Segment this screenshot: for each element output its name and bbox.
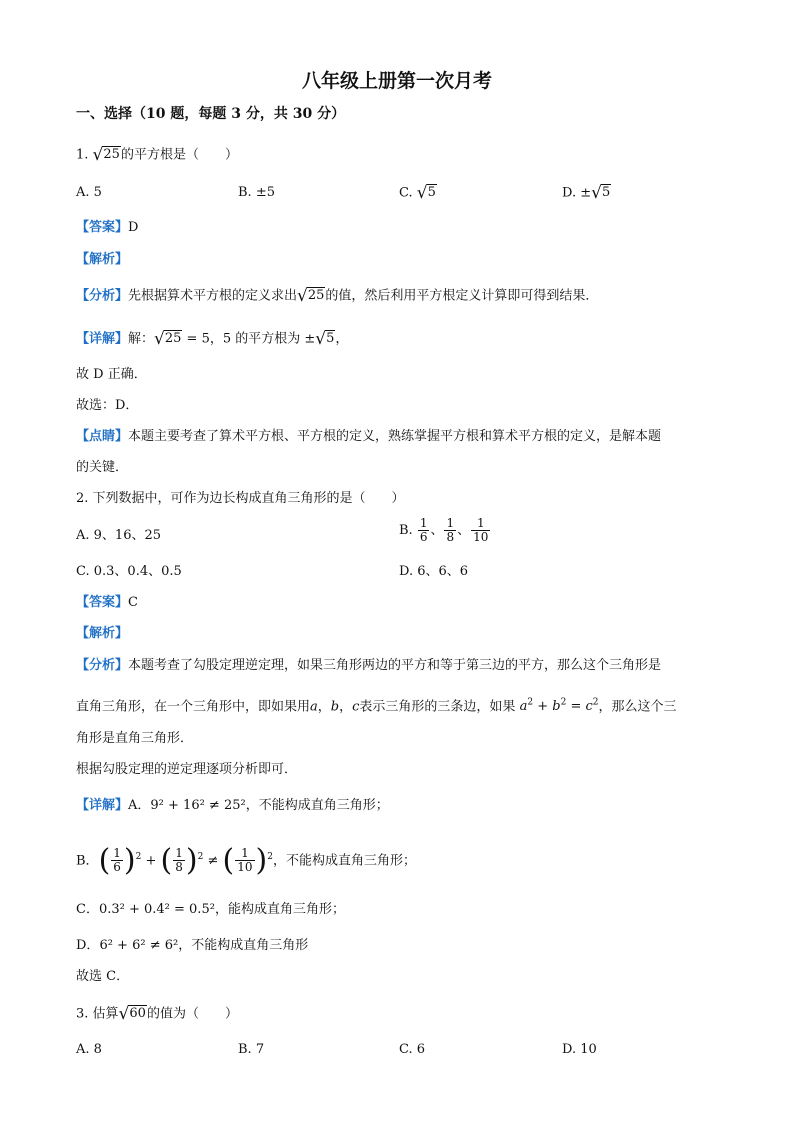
q3-option-d: D. 10 bbox=[562, 1042, 597, 1057]
q2-fenxi-4: 根据勾股定理的逆定理逐项分析即可． bbox=[76, 762, 298, 777]
q2-option-d: D. 6、6、6 bbox=[399, 564, 469, 579]
q1-line-a: 故 D 正确． bbox=[76, 367, 147, 382]
q1-option-a: A. 5 bbox=[76, 185, 102, 200]
q1-option-d: D. ±√5 bbox=[562, 183, 611, 203]
q3-option-c: C. 6 bbox=[399, 1042, 426, 1057]
sqrt-60: √60 bbox=[118, 1004, 146, 1024]
q2-fenxi-3: 角形是直角三角形． bbox=[76, 731, 194, 746]
q1-fenxi: 【分析】先根据算术平方根的定义求出√25的值，然后利用平方根定义计算即可得到结果． bbox=[76, 286, 599, 306]
q2-fenxi-2: 直角三角形，在一个三角形中，即如果用a，b，c表示三角形的三条边，如果 $a^2 + b^2 = c^2$，那么这个三 bbox=[76, 698, 677, 715]
q1-dianjing: 【点睛】本题主要考查了算术平方根、平方根的定义，熟练掌握平方根和算术平方根的定义，是解本题 bbox=[76, 429, 662, 444]
q1-dianjing-cont: 的关键． bbox=[76, 460, 129, 475]
q2-detail-c: C．0.3² + 0.4² = 0.5²，能构成直角三角形； bbox=[76, 902, 345, 917]
q1-answer: 【答案】D bbox=[76, 220, 139, 235]
q1-option-b: B. ±5 bbox=[238, 185, 275, 200]
pythagorean-formula: $a^2 + b^2 = c^2$ bbox=[519, 698, 599, 715]
page-title: 八年级上册第一次月考 bbox=[301, 70, 492, 92]
q1-analysis-tag: 【解析】 bbox=[76, 252, 129, 267]
q2-detail-b: B．( $\frac{1}{6}$ )$^2$ + ( $\frac{1}{8}$ )$^2$ ≠ ( $\frac{1}{10}$ )$^2$，不能构成直角三角形； bbox=[76, 842, 416, 878]
q1-option-c: C. √5 bbox=[399, 183, 436, 203]
sqrt-25: √25 bbox=[92, 145, 120, 165]
q2-choose: 故选 C． bbox=[76, 969, 130, 984]
q2-stem: 2. 下列数据中，可作为边长构成直角三角形的是（ ） bbox=[76, 491, 405, 506]
q2-answer: 【答案】C bbox=[76, 595, 138, 610]
q2-option-a: A. 9、16、25 bbox=[76, 528, 162, 543]
q1-line-b: 故选：D． bbox=[76, 398, 139, 413]
q3-option-a: A. 8 bbox=[76, 1042, 102, 1057]
q3-option-b: B. 7 bbox=[238, 1042, 265, 1057]
q2-option-b: B. $\frac{1}{6}$ 、 $\frac{1}{8}$ 、 $\frac{1}{10}$ bbox=[399, 516, 489, 544]
q2-analysis-tag: 【解析】 bbox=[76, 626, 129, 641]
q1-stem: 1. √25的平方根是（ ） bbox=[76, 145, 238, 165]
q2-detail-a: 【详解】A．9² + 16² ≠ 25²，不能构成直角三角形； bbox=[76, 798, 389, 813]
section-heading: 一、选择（10 题，每题 3 分，共 30 分） bbox=[76, 106, 346, 122]
q3-stem: 3. 估算√60的值为（ ） bbox=[76, 1004, 238, 1024]
q2-option-c: C. 0.3、0.4、0.5 bbox=[76, 564, 182, 579]
q1-detail: 【详解】解：√25 = 5，5 的平方根为 ±√5， bbox=[76, 329, 349, 349]
q2-fenxi-1: 【分析】本题考查了勾股定理逆定理，如果三角形两边的平方和等于第三边的平方，那么这个三角形是 bbox=[76, 658, 662, 673]
q2-detail-d: D．6² + 6² ≠ 6²，不能构成直角三角形 bbox=[76, 938, 309, 953]
